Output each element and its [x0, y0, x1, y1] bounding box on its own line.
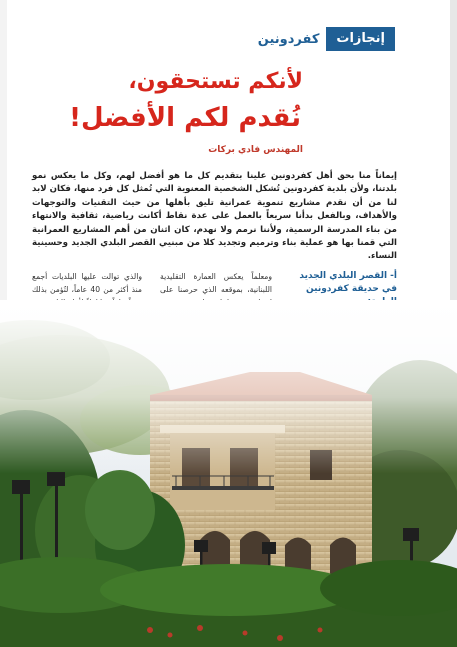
author-byline: المهندس فادي بركات	[208, 145, 303, 155]
body-column-2: ومعلماً يعكس العمارة التقليدية اللبنانية، بموقعه الذي حرصنا على	[160, 272, 272, 295]
intro-paragraph: إيماناً منا بحق أهل كفردونين علينا بتقديم كل ما هو أفضل لهم، وكل ما يعكس نمو بلدتنا، ولأن بلدية كفردونين تُشكل الشخصية المعنوية التي تُمثل كل فرد منها، فكان لابد لنا من أن نقدم مشاريع تنموية عمرانية تليق بأهلها من حيث التقنيات والتوجهات والأهداف، وبالفعل بدأنا سريعاً بالعمل على عدة نقاط أكانت رياضية، ثقافية والانتهاء من بناء المدرسة الرسمية، ولأننا نرمم ولا نهدم، كان اثنان من أهم المشاريع العمرانية التي قمنا بها هو عملية بناء وترميم وتجديد كلا من مبنيي القصر البلدي الجديد وحسينية النساء.	[32, 171, 397, 262]
section-label: إنجازات	[326, 27, 395, 51]
section-subhead: أ- القصر البلدي الجديد في حديقة كفردونين	[299, 271, 397, 294]
body-column-3: والذي توالت عليها البلديات أجمع منذ أكثر من 40 عاماً، لتُؤمن بذلك	[32, 272, 142, 295]
subsection-label: كفردونين	[257, 31, 320, 47]
headline-line-2: نُقدم لكم الأفضل!	[69, 103, 301, 133]
headline-line-1: لأنكم تستحقون،	[128, 69, 303, 94]
section-header	[258, 27, 395, 51]
municipal-palace-photo	[0, 300, 457, 647]
